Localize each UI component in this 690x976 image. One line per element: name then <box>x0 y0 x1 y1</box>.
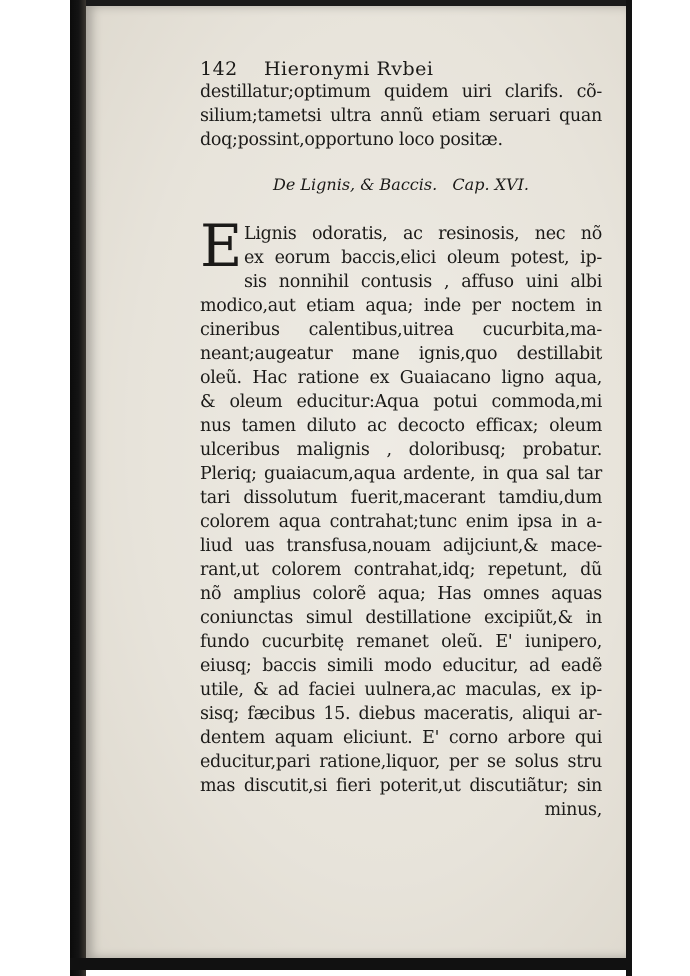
text-line: ex eorum baccis,elici oleum potest, ip- <box>244 248 602 268</box>
text-line: Pleriq; guaiacum,aqua ardente, in qua sal tar <box>200 464 602 484</box>
text-line: eiusq; baccis simili modo educitur, ad eadẽ <box>200 656 602 676</box>
text-line: utile, & ad faciei uulnera,ac maculas, ex ip- <box>200 680 602 700</box>
text-line: fundo cucurbitę remanet oleũ. E' iunipero, <box>200 632 602 652</box>
text-line: nõ amplius colorẽ aqua; Has omnes aquas <box>200 584 602 604</box>
text-line: tari dissolutum fuerit,macerant tamdiu,dum <box>200 488 602 508</box>
text-line: modico,aut etiam aqua; inde per noctem in <box>200 296 602 316</box>
book-edge-right <box>626 0 632 976</box>
text-line: & oleum educitur:Aqua potui commoda,mi <box>200 392 602 412</box>
text-line: doq;possint,opportuno loco positæ. <box>200 130 503 150</box>
page-number: 142 <box>200 58 238 80</box>
text-line: educitur,pari ratione,liquor, per se solus stru <box>200 752 602 772</box>
drop-cap-initial: E <box>200 212 243 280</box>
text-line: dentem aquam eliciunt. E' corno arbore qui <box>200 728 602 748</box>
text-line: mas discutit,si fieri poterit,ut discutiãtur; sin <box>200 776 602 796</box>
text-line: cineribus calentibus,uitrea cucurbita,ma- <box>200 320 602 340</box>
text-line: coniunctas simul destillatione excipiũt,& in <box>200 608 602 628</box>
text-line: rant,ut colorem contrahat,idq; repetunt, dũ <box>200 560 602 580</box>
text-line: destillatur;optimum quidem uiri clarifs. cõ- <box>200 82 602 102</box>
chapter-heading: De Lignis, & Baccis. Cap. XVI. <box>273 175 529 194</box>
text-line: Lignis odoratis, ac resinosis, nec nõ <box>244 224 602 244</box>
running-title: Hieronymi Rvbei <box>263 58 434 80</box>
running-head <box>200 58 610 80</box>
text-line: silium;tametsi ultra annũ etiam seruari quan <box>200 106 602 126</box>
catchword: minus, <box>544 800 602 820</box>
scan-bottom-edge <box>70 958 632 970</box>
text-line: sisq; fæcibus 15. diebus maceratis, aliqui ar- <box>200 704 602 724</box>
text-line: ulceribus malignis , doloribusq; probatur. <box>200 440 602 460</box>
text-line: liud uas transfusa,nouam adijciunt,& mace- <box>200 536 602 556</box>
text-line: oleũ. Hac ratione ex Guaiacano ligno aqua, <box>200 368 602 388</box>
text-line: neant;augeatur mane ignis,quo destillabit <box>200 344 602 364</box>
text-line: colorem aqua contrahat;tunc enim ipsa in a- <box>200 512 602 532</box>
book-binding-left <box>70 0 86 976</box>
text-line: nus tamen diluto ac decocto efficax; oleum <box>200 416 602 436</box>
text-line: sis nonnihil contusis , affuso uini albi <box>244 272 602 292</box>
